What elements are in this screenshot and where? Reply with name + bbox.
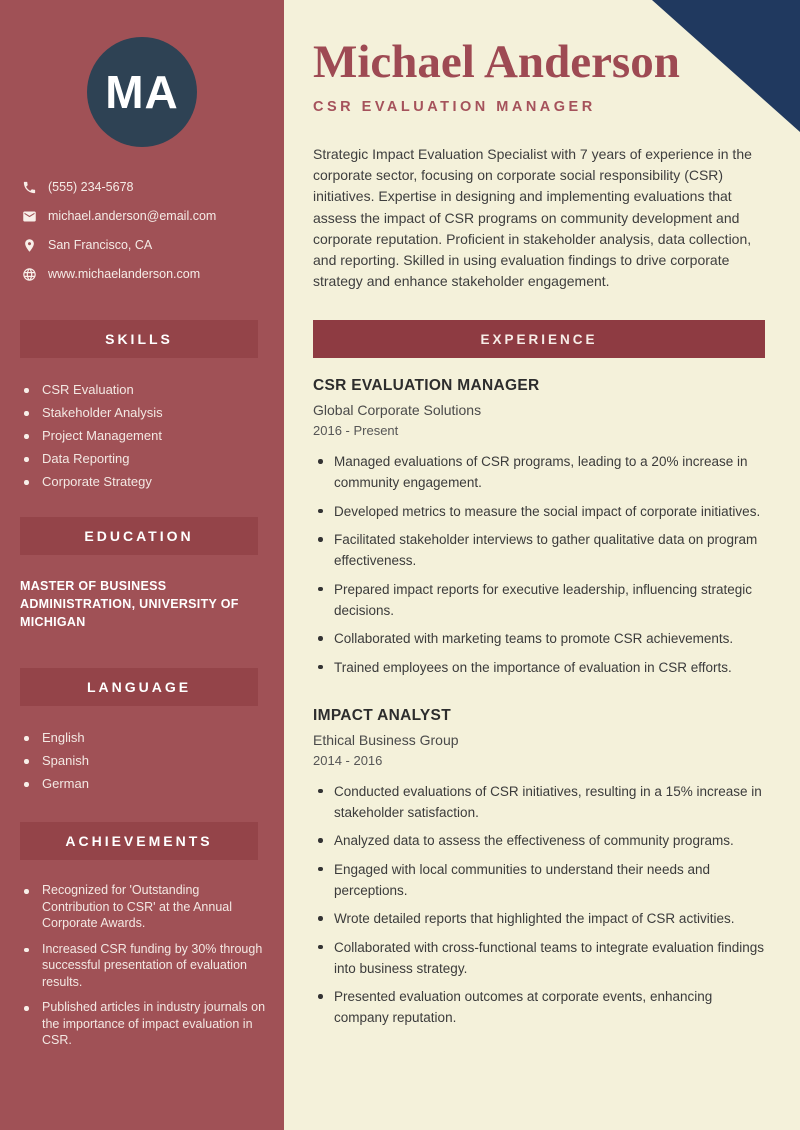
resume-main: [284, 0, 800, 1028]
job-entry-company: Global Corporate Solutions: [313, 402, 482, 419]
language-item: Spanish: [22, 753, 266, 768]
contact-email-row: [22, 209, 284, 224]
person-job-title: CSR EVALUATION MANAGER: [313, 99, 596, 115]
skill-item: Corporate Strategy: [22, 474, 266, 489]
job-bullet: Conducted evaluations of CSR initiatives, resulting in a 15% increase in stakeholder satisfaction.: [313, 781, 765, 823]
job-bullet: Engaged with local communities to understand their needs and perceptions.: [313, 859, 765, 901]
education-degree: MASTER OF BUSINESS ADMINISTRATION, UNIVERSITY OF MICHIGAN: [20, 579, 239, 629]
jobs-list: [313, 377, 765, 1028]
job-entry-company: Ethical Business Group: [313, 731, 459, 748]
job-bullet: Trained employees on the importance of evaluation in CSR efforts.: [313, 657, 765, 678]
contact-phone-text: (555) 234-5678: [48, 180, 134, 194]
contact-location-text: San Francisco, CA: [48, 238, 153, 252]
job-bullets-list: [313, 451, 765, 678]
avatar-initials: MA: [105, 66, 179, 118]
experience-section-header: EXPERIENCE: [313, 320, 765, 358]
skill-item: Project Management: [22, 428, 266, 443]
email-icon: [22, 209, 37, 224]
achievements-list: [0, 860, 284, 1049]
globe-icon: [22, 267, 37, 282]
skill-item: Stakeholder Analysis: [22, 405, 266, 420]
contact-email-text: michael.anderson@email.com: [48, 209, 217, 223]
contact-phone-row: [22, 180, 284, 195]
job-bullet: Developed metrics to measure the social impact of corporate initiatives.: [313, 501, 765, 522]
job-bullet: Analyzed data to assess the effectiveness of community programs.: [313, 830, 765, 851]
job-entry: [313, 707, 765, 1029]
achievements-section-header: ACHIEVEMENTS: [20, 822, 258, 860]
skill-item: CSR Evaluation: [22, 382, 266, 397]
skills-list: [0, 358, 284, 489]
sidebar: [0, 0, 284, 1130]
job-bullet: Wrote detailed reports that highlighted the impact of CSR activities.: [313, 908, 765, 929]
achievement-item: Published articles in industry journals on the importance of impact evaluation in CSR.: [22, 999, 270, 1049]
achievement-item: Increased CSR funding by 30% through successful presentation of evaluation results.: [22, 941, 270, 991]
skills-section-header: SKILLS: [20, 320, 258, 358]
job-bullet: Managed evaluations of CSR programs, leading to a 20% increase in community engagement.: [313, 451, 765, 493]
skill-item: Data Reporting: [22, 451, 266, 466]
job-bullet: Facilitated stakeholder interviews to gather qualitative data on program effectiveness.: [313, 529, 765, 571]
contact-section: [0, 180, 284, 282]
contact-website-row: [22, 267, 284, 282]
language-item: German: [22, 776, 266, 791]
job-entry-title: CSR EVALUATION MANAGER: [313, 377, 540, 395]
job-bullet: Prepared impact reports for executive leadership, influencing strategic decisions.: [313, 579, 765, 621]
job-entry-dates: 2014 - 2016: [313, 752, 383, 768]
contact-location-row: [22, 238, 284, 253]
job-bullet: Collaborated with cross-functional teams to integrate evaluation findings into business strategy.: [313, 937, 765, 979]
job-entry: [313, 377, 765, 678]
language-list: [0, 706, 284, 791]
summary-paragraph: Strategic Impact Evaluation Specialist with 7 years of experience in the corporate sector, focusing on corporate social responsibility (CSR) initiatives. Expertise in designing and implementing evaluations that assess the impact of CSR programs on community development and corporate reputation. Proficient in stakeholder analysis, data collection, and reporting. Skilled in using evaluation findings to drive corporate strategy and enhance stakeholder engagement.: [313, 146, 752, 290]
location-pin-icon: [22, 238, 37, 253]
language-item: English: [22, 730, 266, 745]
phone-icon: [22, 180, 37, 195]
education-section-header: EDUCATION: [20, 517, 258, 555]
job-entry-dates: 2016 - Present: [313, 423, 399, 439]
job-bullet: Collaborated with marketing teams to promote CSR achievements.: [313, 628, 765, 649]
person-name: Michael Anderson: [313, 36, 680, 88]
job-bullets-list: [313, 781, 765, 1029]
language-section-header: LANGUAGE: [20, 668, 258, 706]
job-bullet: Presented evaluation outcomes at corporate events, enhancing company reputation.: [313, 986, 765, 1028]
contact-website-text: www.michaelanderson.com: [48, 267, 201, 281]
avatar: [87, 37, 197, 147]
achievement-item: Recognized for 'Outstanding Contribution to CSR' at the Annual Corporate Awards.: [22, 882, 270, 932]
job-entry-title: IMPACT ANALYST: [313, 706, 451, 724]
